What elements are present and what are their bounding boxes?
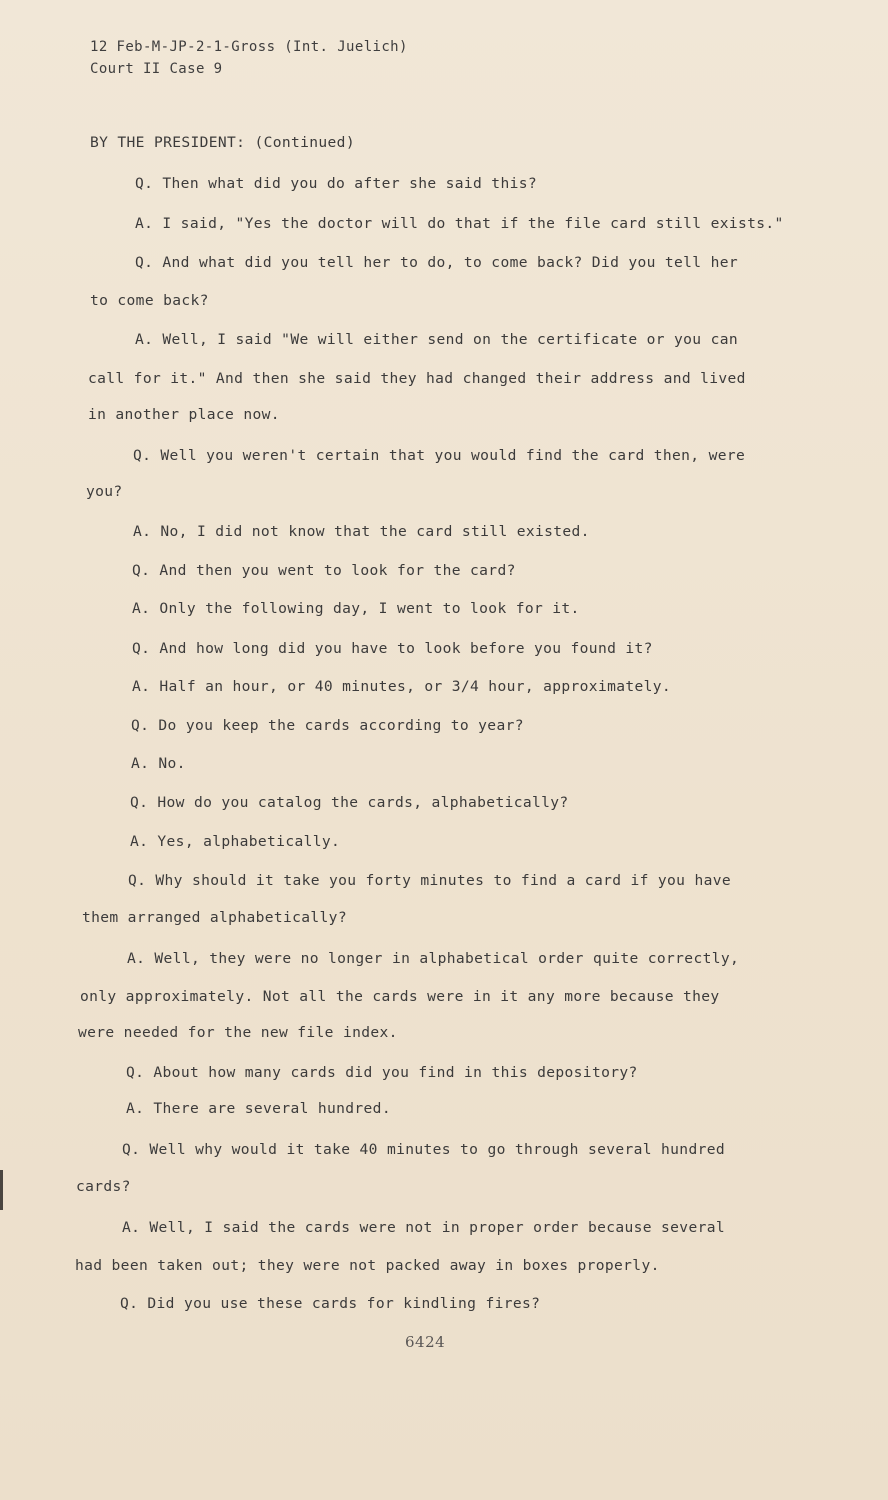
text-line: were needed for the new file index. [78,1024,398,1041]
text-line: Q. Why should it take you forty minutes to find a card if you have [128,872,731,889]
page-header [90,36,408,80]
text-line: Q. How do you catalog the cards, alphabetically? [130,794,569,811]
header-line-1: 12 Feb-M-JP-2-1-Gross (Int. Juelich) [90,39,408,55]
text-line: A. Yes, alphabetically. [130,833,341,850]
text-line: A. Half an hour, or 40 minutes, or 3/4 hour, approximately. [132,678,672,695]
binding-mark [0,1170,3,1210]
text-line: you? [86,483,123,500]
text-line: A. Well, they were no longer in alphabetical order quite correctly, [127,950,740,967]
text-line: only approximately. Not all the cards were in it any more because they [80,988,720,1005]
page-number: 6424 [405,1333,446,1351]
text-line: Q. Do you keep the cards according to year? [131,717,524,734]
text-line: Q. About how many cards did you find in this depository? [126,1064,638,1081]
text-line: A. Well, I said "We will either send on the certificate or you can [135,331,738,348]
section-heading: BY THE PRESIDENT: (Continued) [90,134,355,151]
text-line: Q. And then you went to look for the card? [132,562,516,579]
text-line: Q. And what did you tell her to do, to come back? Did you tell her [135,254,738,271]
text-line: A. I said, "Yes the doctor will do that if the file card still exists." [135,215,784,232]
text-line: A. No. [131,755,186,772]
text-line: Q. And how long did you have to look before you found it? [132,640,653,657]
text-line: A. Only the following day, I went to look for it. [132,600,580,617]
text-line: Q. Then what did you do after she said this? [135,175,537,192]
text-line: cards? [76,1178,131,1195]
text-line: them arranged alphabetically? [82,909,347,926]
text-line: Q. Did you use these cards for kindling fires? [120,1295,541,1312]
text-line: to come back? [90,292,209,309]
text-line: A. No, I did not know that the card still existed. [133,523,590,540]
header-line-2: Court II Case 9 [90,61,223,77]
text-line: call for it." And then she said they had changed their address and lived [88,370,746,387]
text-line: in another place now. [88,406,280,423]
text-line: Q. Well you weren't certain that you would find the card then, were [133,447,746,464]
text-line: A. Well, I said the cards were not in proper order because several [122,1219,725,1236]
text-line: had been taken out; they were not packed away in boxes properly. [75,1257,660,1274]
text-line: Q. Well why would it take 40 minutes to go through several hundred [122,1141,725,1158]
text-line: A. There are several hundred. [126,1100,391,1117]
